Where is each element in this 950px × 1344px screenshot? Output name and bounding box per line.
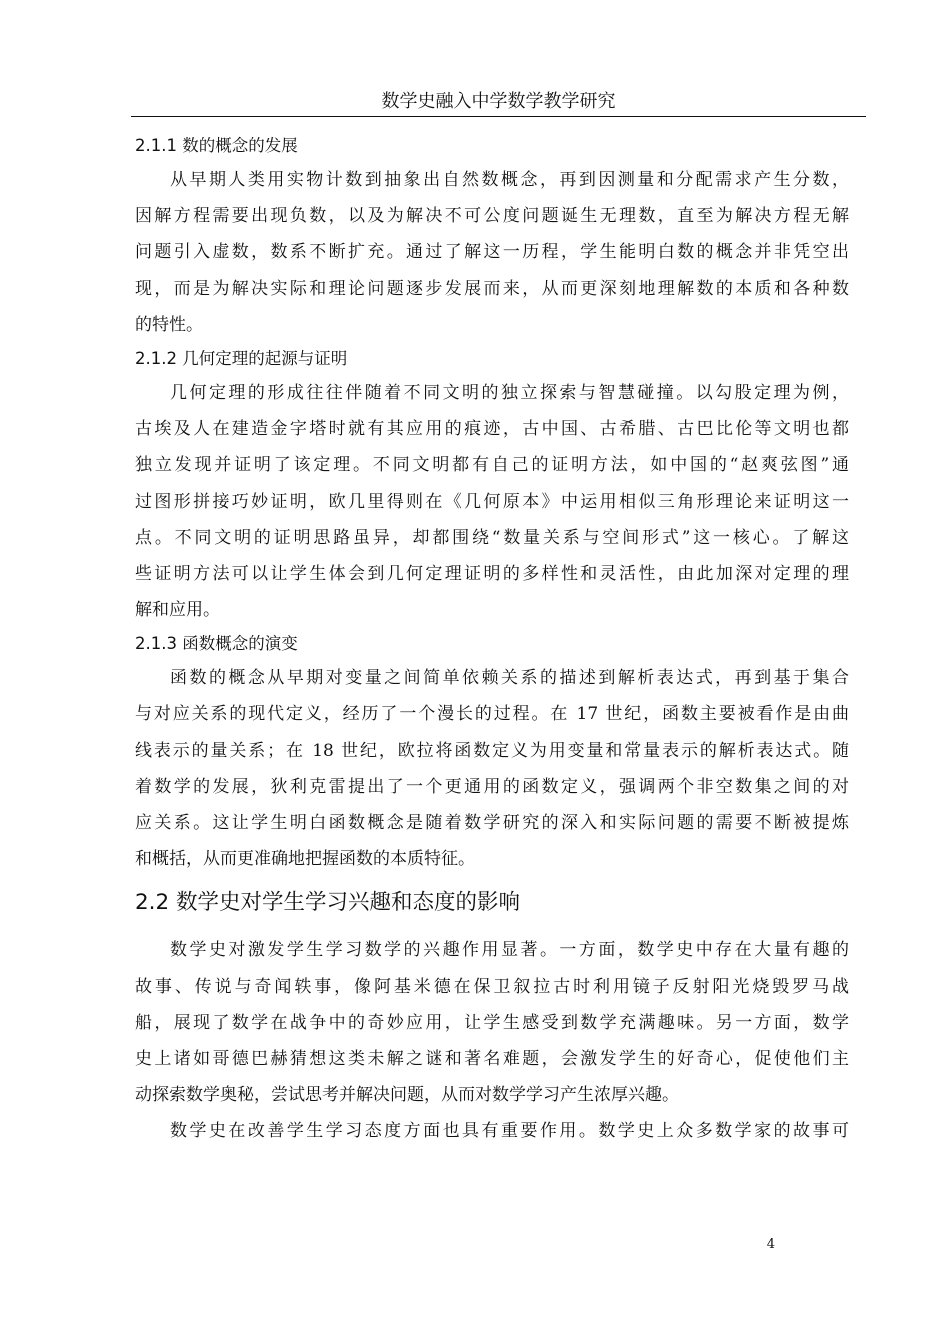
section-heading-2-2: 2.2 数学史对学生学习兴趣和态度的影响 [135, 890, 521, 916]
text-line: 数学史对激发学生学习数学的兴趣作用显著。一方面，数学史中存在大量有趣的 [170, 940, 849, 961]
text-line: 解和应用。 [135, 600, 220, 621]
text-line: 现，而是为解决实际和理论问题逐步发展而来，从而更深刻地理解数的本质和各种数 [135, 278, 849, 299]
text-line: 的特性。 [135, 314, 203, 335]
text-line: 着数学的发展，狄利克雷提出了一个更通用的函数定义，强调两个非空数集之间的对 [135, 776, 849, 797]
paragraph-function-concept [135, 660, 849, 877]
text-line: 从早期人类用实物计数到抽象出自然数概念，再到因测量和分配需求产生分数， [170, 170, 849, 190]
paragraph-interest [135, 932, 849, 1113]
text-line: 因解方程需要出现负数，以及为解决不可公度问题诞生无理数，直至为解决方程无解 [135, 206, 849, 227]
text-line: 函数的概念从早期对变量之间简单依赖关系的描述到解析表达式，再到基于集合 [170, 668, 849, 689]
text-line: 些证明方法可以让学生体会到几何定理证明的多样性和灵活性，由此加深对定理的理 [135, 563, 849, 584]
section-heading-2-1-2: 2.1.2 几何定理的起源与证明 [135, 348, 348, 368]
text-line: 独立发现并证明了该定理。不同文明都有自己的证明方法，如中国的“赵爽弦图”通 [135, 455, 849, 476]
document-body [135, 134, 849, 1150]
text-line: 故事、传说与奇闻轶事，像阿基米德在保卫叙拉古时利用镜子反射阳光烧毁罗马战 [135, 976, 849, 997]
text-line: 和概括，从而更准确地把握函数的本质特征。 [135, 849, 475, 870]
text-line: 点。不同文明的证明思路虽异，却都围绕“数量关系与空间形式”这一核心。了解这 [135, 527, 849, 548]
page-number: 4 [766, 1237, 775, 1252]
text-line: 史上诸如哥德巴赫猜想这类未解之谜和著名难题，会激发学生的好奇心，促使他们主 [135, 1048, 849, 1069]
text-line: 船，展现了数学在战争中的奇妙应用，让学生感受到数学充满趣味。另一方面，数学 [135, 1012, 849, 1033]
text-line: 问题引入虚数，数系不断扩充。通过了解这一历程，学生能明白数的概念并非凭空出 [135, 242, 849, 263]
running-header: 数学史融入中学数学教学研究 [131, 91, 866, 117]
text-line: 与对应关系的现代定义，经历了一个漫长的过程。在 17 世纪，函数主要被看作是由曲 [135, 704, 849, 725]
paragraph-attitude [135, 1113, 849, 1149]
text-line: 应关系。这让学生明白函数概念是随着数学研究的深入和实际问题的需要不断被提炼 [135, 813, 849, 833]
paragraph-number-concept [135, 162, 849, 343]
text-line: 数学史在改善学生学习态度方面也具有重要作用。数学史上众多数学家的故事可 [170, 1121, 849, 1142]
text-line: 线表示的量关系；在 18 世纪，欧拉将函数定义为用变量和常量表示的解析表达式。随 [135, 740, 849, 761]
section-heading-2-1-3: 2.1.3 函数概念的演变 [135, 634, 298, 654]
section-heading-2-1-1: 2.1.1 数的概念的发展 [135, 136, 298, 155]
text-line: 过图形拼接巧妙证明，欧几里得则在《几何原本》中运用相似三角形理论来证明这一 [135, 491, 849, 512]
text-line: 动探索数学奥秘，尝试思考并解决问题，从而对数学学习产生浓厚兴趣。 [135, 1085, 679, 1106]
text-line: 古埃及人在建造金字塔时就有其应用的痕迹，古中国、古希腊、古巴比伦等文明也都 [135, 419, 849, 440]
paragraph-geometry-theorem [135, 375, 849, 628]
text-line: 几何定理的形成往往伴随着不同文明的独立探索与智慧碰撞。以勾股定理为例， [170, 382, 849, 403]
